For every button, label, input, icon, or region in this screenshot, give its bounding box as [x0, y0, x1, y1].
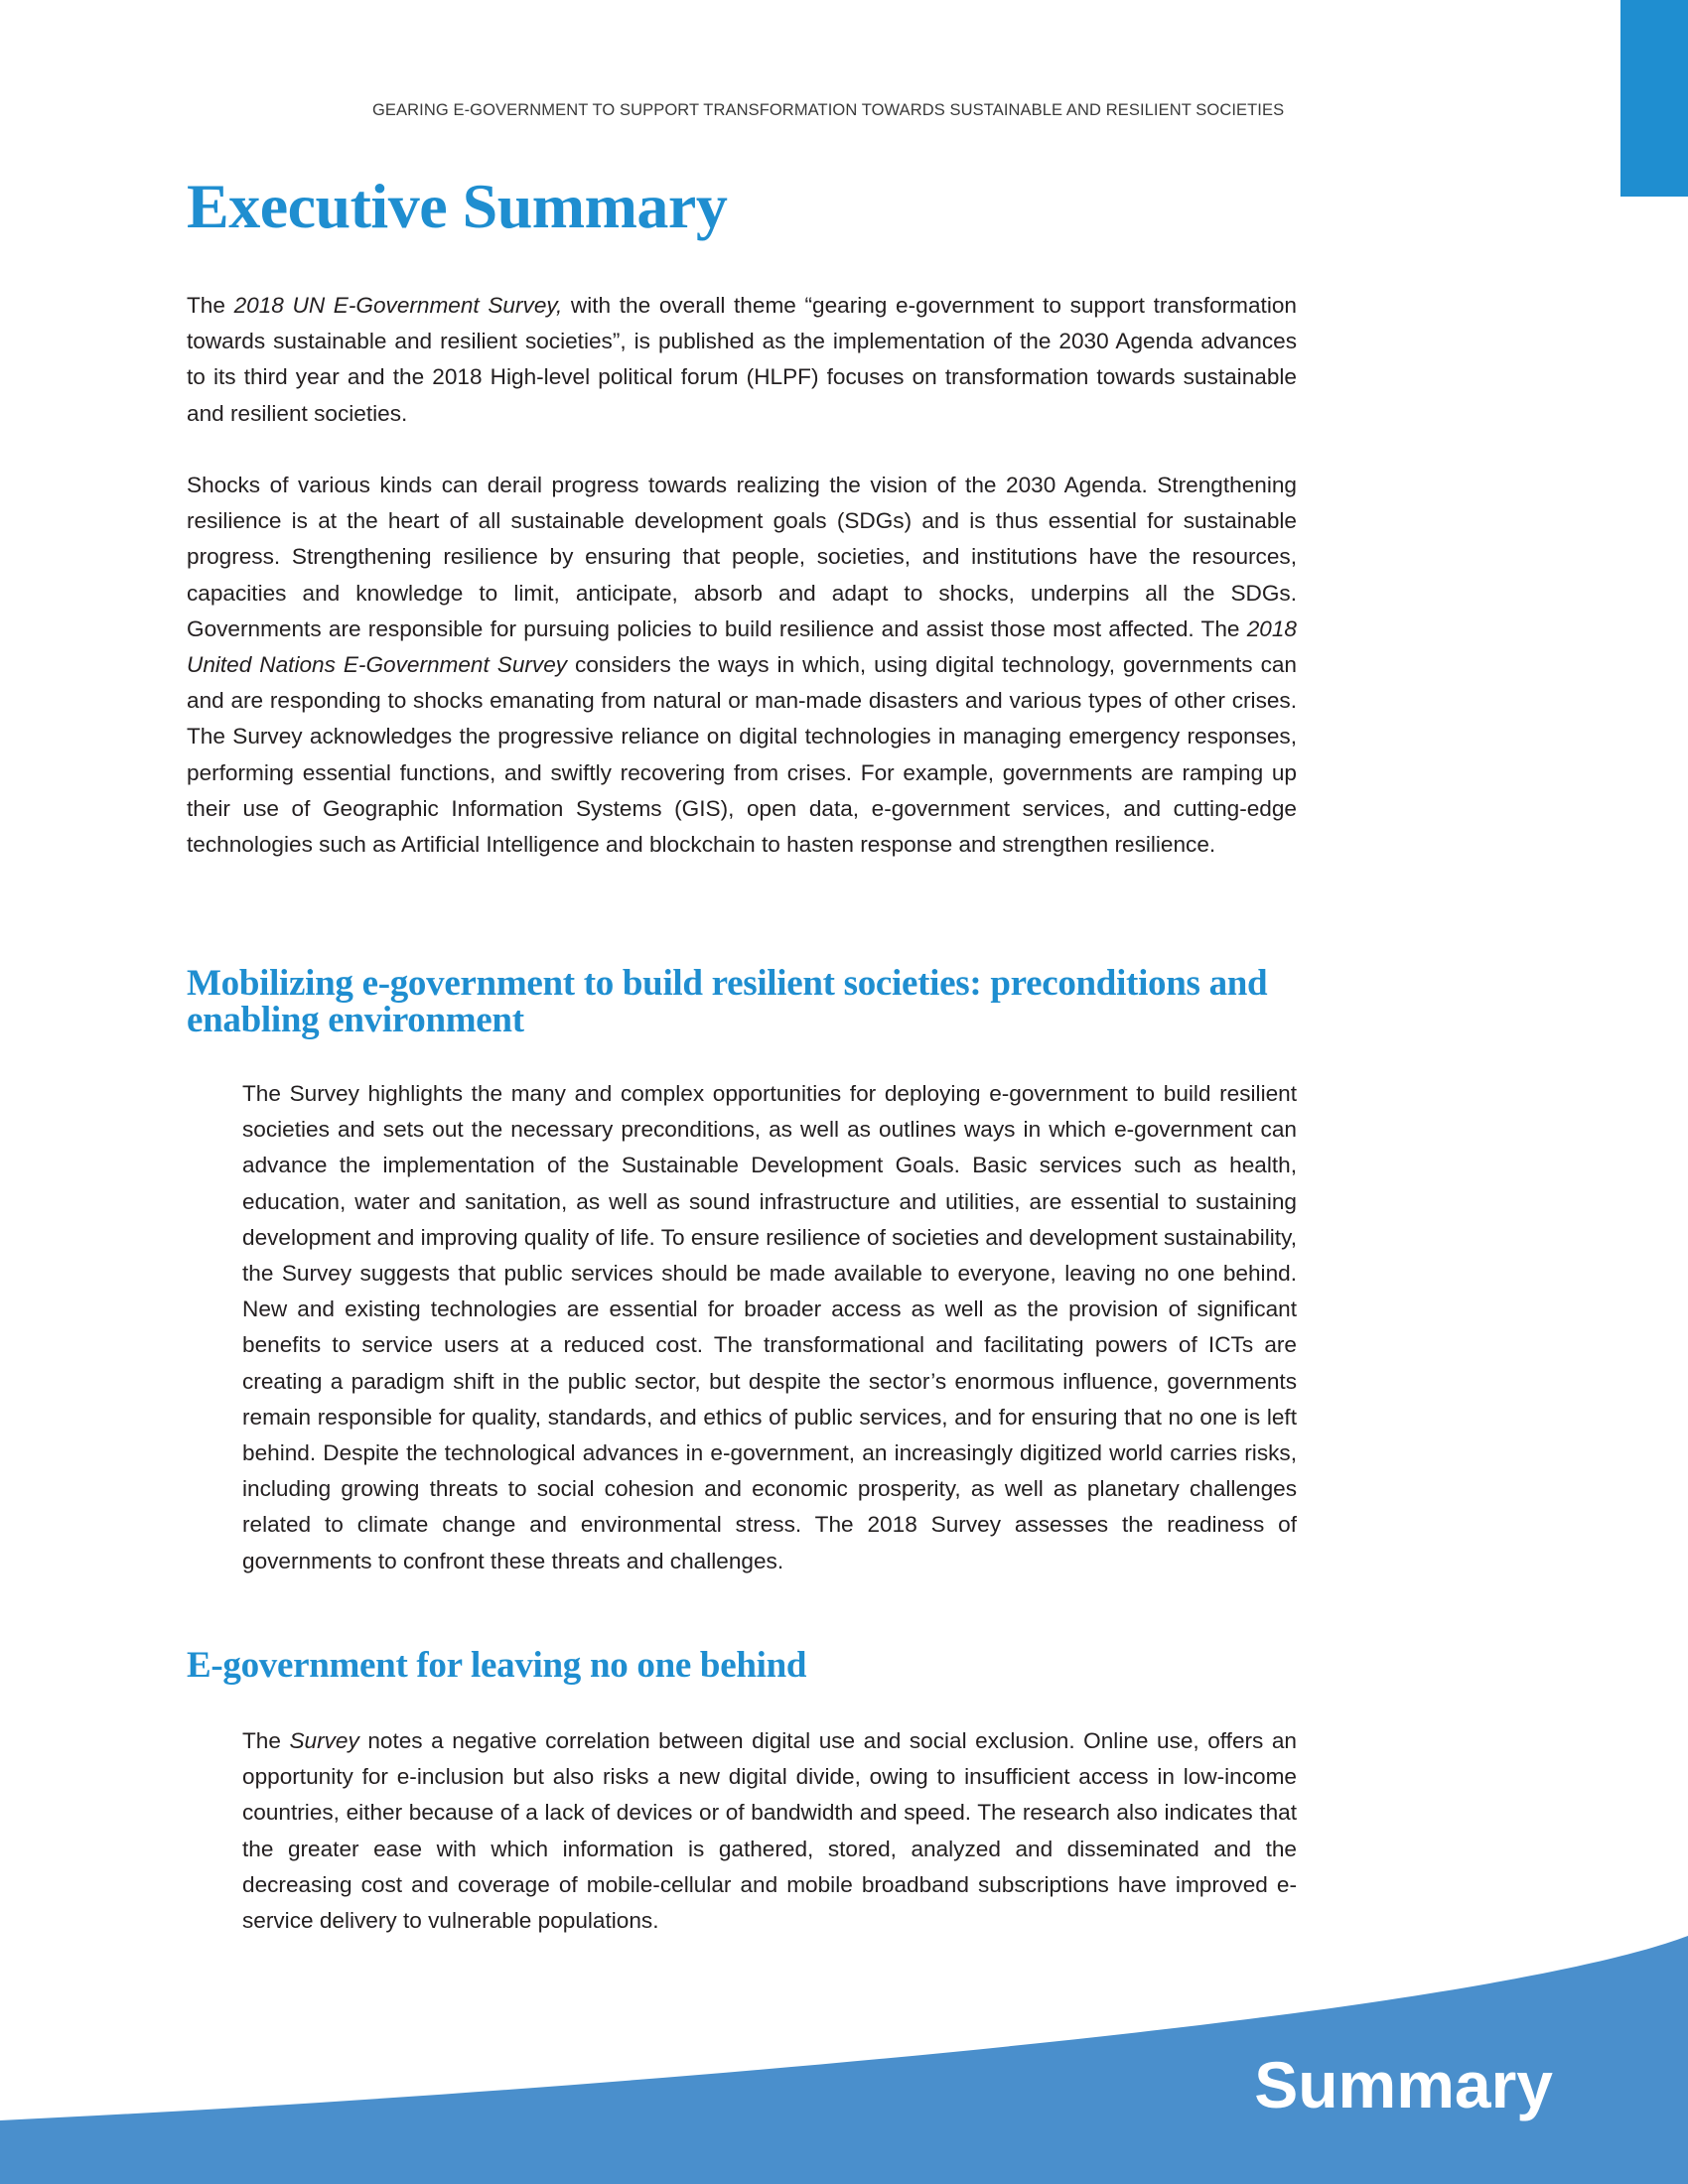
page-title: Executive Summary — [187, 171, 728, 241]
intro-p1-prefix: The — [187, 293, 234, 318]
intro-p1-rest: with the overall theme “gearing e-government to support transformation towards sustainable and resilient societies”, is published as the implementation of the 2030 Agenda advances to its third year and the 2018 High-level political forum (HLPF) focuses on transformation towards sustainable and resilient societies. — [187, 293, 1297, 426]
intro-p2-part1: Shocks of various kinds can derail progress towards realizing the vision of the 2030 Agenda. Strengthening resilience is at the heart of all sustainable development goals (SDGs) and is thus essential for sustainable progress. Strengthening resilience by ensuring that people, societies, and institutions have the resources, capacities and knowledge to limit, anticipate, absorb and adapt to shocks, underpins all the SDGs. Governments are responsible for pursuing policies to build resilience and assist those most affected. The — [187, 473, 1297, 641]
footer-summary-label: Summary — [1254, 2048, 1553, 2121]
survey-title-italic: 2018 UN E-Government Survey, — [233, 293, 563, 318]
section2-prefix: The — [242, 1728, 290, 1753]
survey-name-italic: 2018 United Nations E-Government Survey — [187, 615, 1297, 678]
section-mobilizing-paragraph: The Survey highlights the many and complex opportunities for deploying e-government to build resilient societies and sets out the necessary preconditions, as well as outlines ways in which e-government can advance the implementation of the Sustainable Development Goals. Basic services such as health, education, water and sanitation, as well as sound infrastructure and utilities, are essential to sustaining development and improving quality of life. To ensure resilience of societies and development sustainability, the Survey suggests that public services should be made available to everyone, leaving no one behind. New and existing technologies are essential for broader access as well as the provision of significant benefits to service users at a reduced cost. The transformational and facilitating powers of ICTs are creating a paradigm shift in the public sector, but despite the sector’s enormous influence, governments remain responsible for quality, standards, and ethics of public services, and for ensuring that no one is left behind. Despite the technological advances in e-government, an increasingly digitized world carries risks, including growing threats to social cohesion and economic prosperity, as well as planetary challenges related to climate change and environmental stress. The 2018 Survey assesses the readiness of governments to confront these threats and challenges. — [242, 1081, 1297, 1573]
intro-p2-part2: considers the ways in which, using digital technology, governments can and are responding to shocks emanating from natural or man-made disasters and various types of other crises. The Survey acknowledges the progressive reliance on digital technologies in managing emergency responses, performing essential functions, and swiftly recovering from crises. For example, governments are ramping up their use of Geographic Information Systems (GIS), open data, e-government services, and cutting-edge technologies such as Artificial Intelligence and blockchain to hasten response and strengthen resilience. — [187, 652, 1297, 858]
section-heading-no-one-behind: E-government for leaving no one behind — [187, 1645, 807, 1686]
section2-rest: notes a negative correlation between digital use and social exclusion. Online use, offers an opportunity for e-inclusion but also risks a new digital divide, owing to insufficient access in low-income countries, either because of a lack of devices or of bandwidth and speed. The research also indicates that the greater ease with which information is gathered, stored, analyzed and disseminated and the decreasing cost and coverage of mobile-cellular and mobile broadband subscriptions have improved e-service delivery to vulnerable populations. — [242, 1728, 1297, 1934]
section-heading-mobilizing: Mobilizing e-government to build resilient societies: preconditions and enabling environment — [187, 963, 1268, 1040]
running-header: GEARING E-GOVERNMENT TO SUPPORT TRANSFORMATION TOWARDS SUSTAINABLE AND RESILIENT SOCIETIES — [372, 101, 1285, 119]
survey-word-italic: Survey — [289, 1728, 359, 1753]
